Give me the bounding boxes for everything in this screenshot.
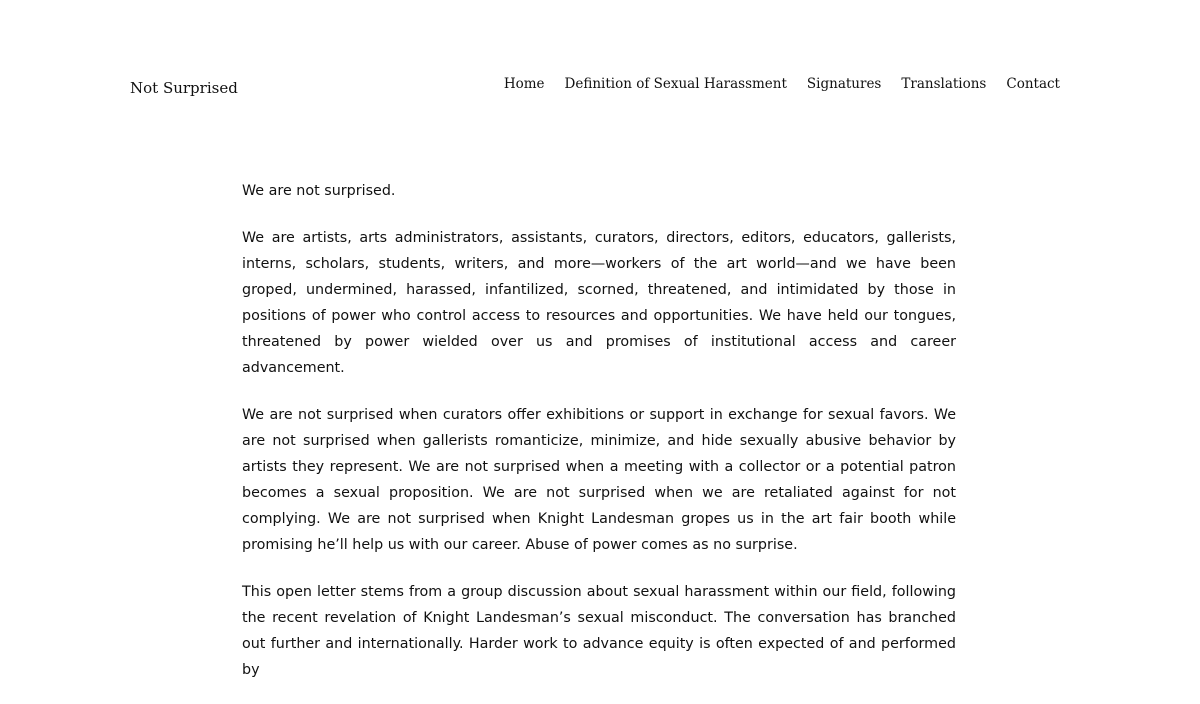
paragraph-intro: We are not surprised. bbox=[242, 183, 396, 199]
paragraph-not-surprised: We are not surprised when curators offer exhibitions or support in exchange for sexual favors. We are not surprised when gallerists romanticize, minimize, and hide sexually abusive behavior by artists they represent. We are not surprised when a meeting with a collector or a potential patron becomes a sexual proposition. We are not surprised when we are retaliated against for not complying. We are not surprised when Knight Landesman gropes us in the art fair booth while promising he’ll help us with our career. Abuse of power comes as no surprise. bbox=[242, 407, 956, 553]
nav-definition-of-sexual-harassment[interactable]: Definition of Sexual Harassment bbox=[564, 76, 787, 92]
paragraph-open-letter: This open letter stems from a group discussion about sexual harassment within our field, following the recent revelation of Knight Landesman’s sexual misconduct. The conversation has branched out further and internationally. Harder work to advance equity is often expected of and performed by bbox=[242, 584, 956, 678]
paragraph-who-we-are: We are artists, arts administrators, assistants, curators, directors, editors, educators, gallerists, interns, scholars, students, writers, and more—workers of the art world—and we have been groped, undermined, harassed, infantilized, scorned, threatened, and intimidated by those in positions of power who control access to resources and opportunities. We have held our tongues, threatened by power wielded over us and promises of institutional access and career advancement. bbox=[242, 230, 956, 376]
nav-contact[interactable]: Contact bbox=[1006, 76, 1060, 92]
site-title-link[interactable]: Not Surprised bbox=[130, 79, 238, 97]
nav-home[interactable]: Home bbox=[503, 76, 545, 92]
letter-content bbox=[242, 178, 956, 704]
nav-translations[interactable]: Translations bbox=[901, 76, 987, 92]
nav-signatures[interactable]: Signatures bbox=[806, 76, 882, 92]
main-nav bbox=[504, 75, 1060, 93]
